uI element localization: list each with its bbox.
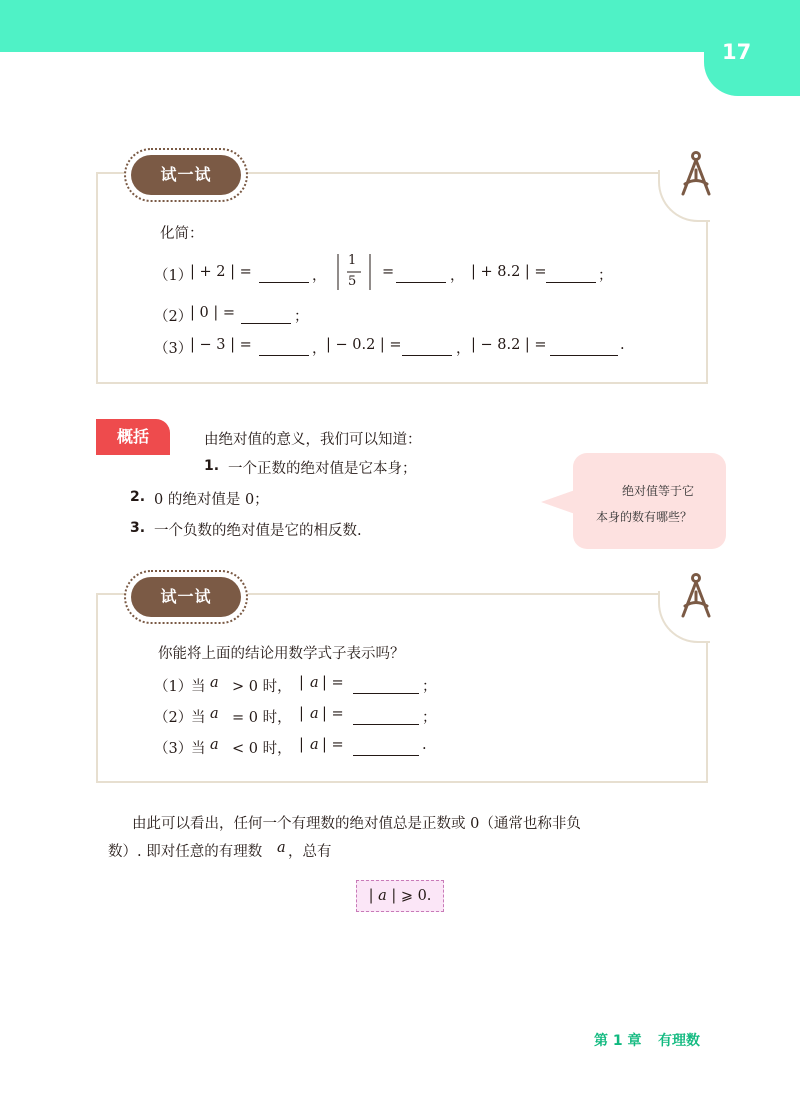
compass-icon	[676, 150, 716, 202]
answer-blank[interactable]	[546, 268, 596, 283]
page-number: 17	[722, 40, 752, 64]
footer-title: 有理数	[658, 1033, 700, 1049]
header-bar	[0, 0, 800, 52]
speech-bubble-tail	[541, 490, 575, 514]
sec1-intro: 化简：	[160, 226, 204, 242]
answer-blank[interactable]	[353, 741, 419, 756]
answer-blank[interactable]	[259, 268, 309, 283]
try-it-badge-2	[124, 570, 248, 624]
try-it-badge-1	[124, 148, 248, 202]
summary-label: 概括	[96, 419, 170, 455]
bubble-line-2: 本身的数有哪些？	[596, 510, 693, 524]
bubble-line-1: 绝对值等于它	[622, 484, 695, 498]
sec2-intro: 你能将上面的结论用数学式子表示吗？	[158, 646, 405, 662]
answer-blank[interactable]	[353, 710, 419, 725]
answer-blank[interactable]	[259, 341, 309, 356]
answer-blank[interactable]	[396, 268, 446, 283]
page-number-tab	[704, 0, 800, 96]
compass-icon	[676, 572, 716, 624]
summary-intro: 由绝对值的意义，我们可以知道：	[204, 432, 422, 448]
answer-blank[interactable]	[353, 679, 419, 694]
speech-bubble	[573, 453, 726, 549]
try-it-label: 试一试	[131, 155, 241, 195]
paragraph-line-1: 由此可以看出，任何一个有理数的绝对值总是正数或 0（通常也称非负	[132, 816, 581, 832]
formula-box: | a | ⩾ 0.	[356, 880, 444, 912]
footer-chapter: 第 1 章	[594, 1033, 642, 1049]
try-it-label: 试一试	[131, 577, 241, 617]
answer-blank[interactable]	[402, 341, 452, 356]
answer-blank[interactable]	[241, 309, 291, 324]
answer-blank[interactable]	[550, 341, 618, 356]
